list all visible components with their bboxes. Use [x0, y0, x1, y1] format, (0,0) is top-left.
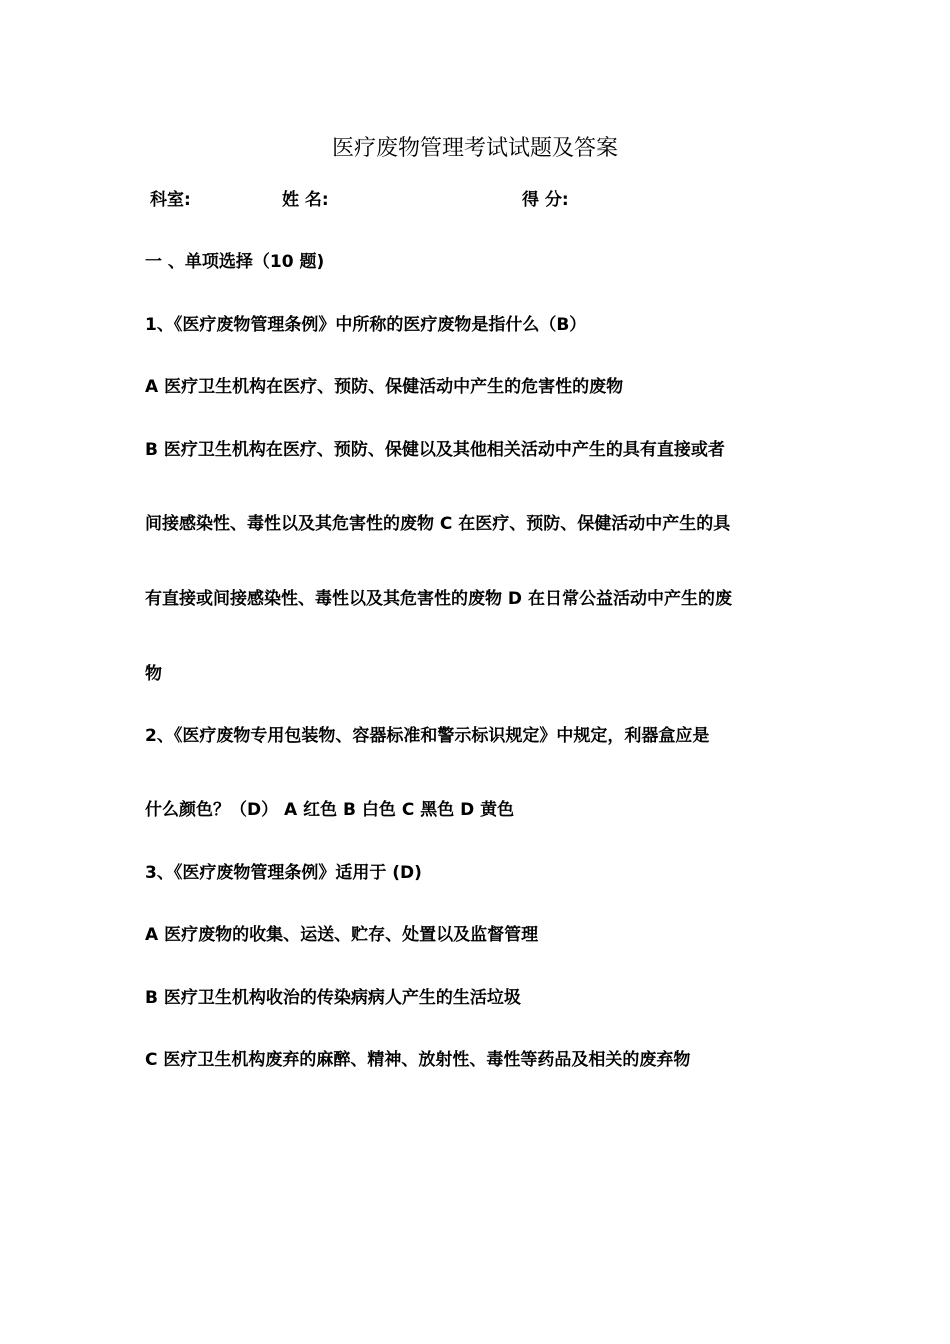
name-field-label: 姓 名:: [282, 190, 329, 210]
question-2: 2、《医疗废物专用包装物、容器标准和警示标识规定》中规定，利器盒应是: [145, 726, 710, 746]
question-1-option-d-cont: 物: [145, 664, 162, 684]
question-3: 3、《医疗废物管理条例》适用于 (D): [145, 863, 422, 883]
question-3-option-c: C 医疗卫生机构废弃的麻醉、精神、放射性、毒性等药品及相关的废弃物: [145, 1050, 691, 1070]
question-1-option-a: A 医疗卫生机构在医疗、预防、保健活动中产生的危害性的废物: [145, 377, 624, 397]
question-1-option-c-d: 有直接或间接感染性、毒性以及其危害性的废物 D 在日常公益活动中产生的废: [145, 589, 732, 609]
document-title: 医疗废物管理考试试题及答案: [331, 136, 618, 161]
section-heading: 一 、单项选择（10 题): [145, 252, 325, 272]
question-1-option-b: B 医疗卫生机构在医疗、预防、保健以及其他相关活动中产生的具有直接或者: [145, 440, 725, 460]
department-field-label: 科室:: [150, 190, 191, 210]
question-1: 1、《医疗废物管理条例》中所称的医疗废物是指什么（B）: [145, 315, 587, 335]
question-3-option-b: B 医疗卫生机构收治的传染病病人产生的生活垃圾: [145, 988, 521, 1008]
question-3-option-a: A 医疗废物的收集、运送、贮存、处置以及监督管理: [145, 925, 539, 945]
score-field-label: 得 分:: [522, 190, 569, 210]
question-2-options: 什么颜色？（D） A 红色 B 白色 C 黑色 D 黄色: [145, 800, 515, 820]
question-1-option-b-cont: 间接感染性、毒性以及其危害性的废物 C 在医疗、预防、保健活动中产生的具: [145, 514, 731, 534]
